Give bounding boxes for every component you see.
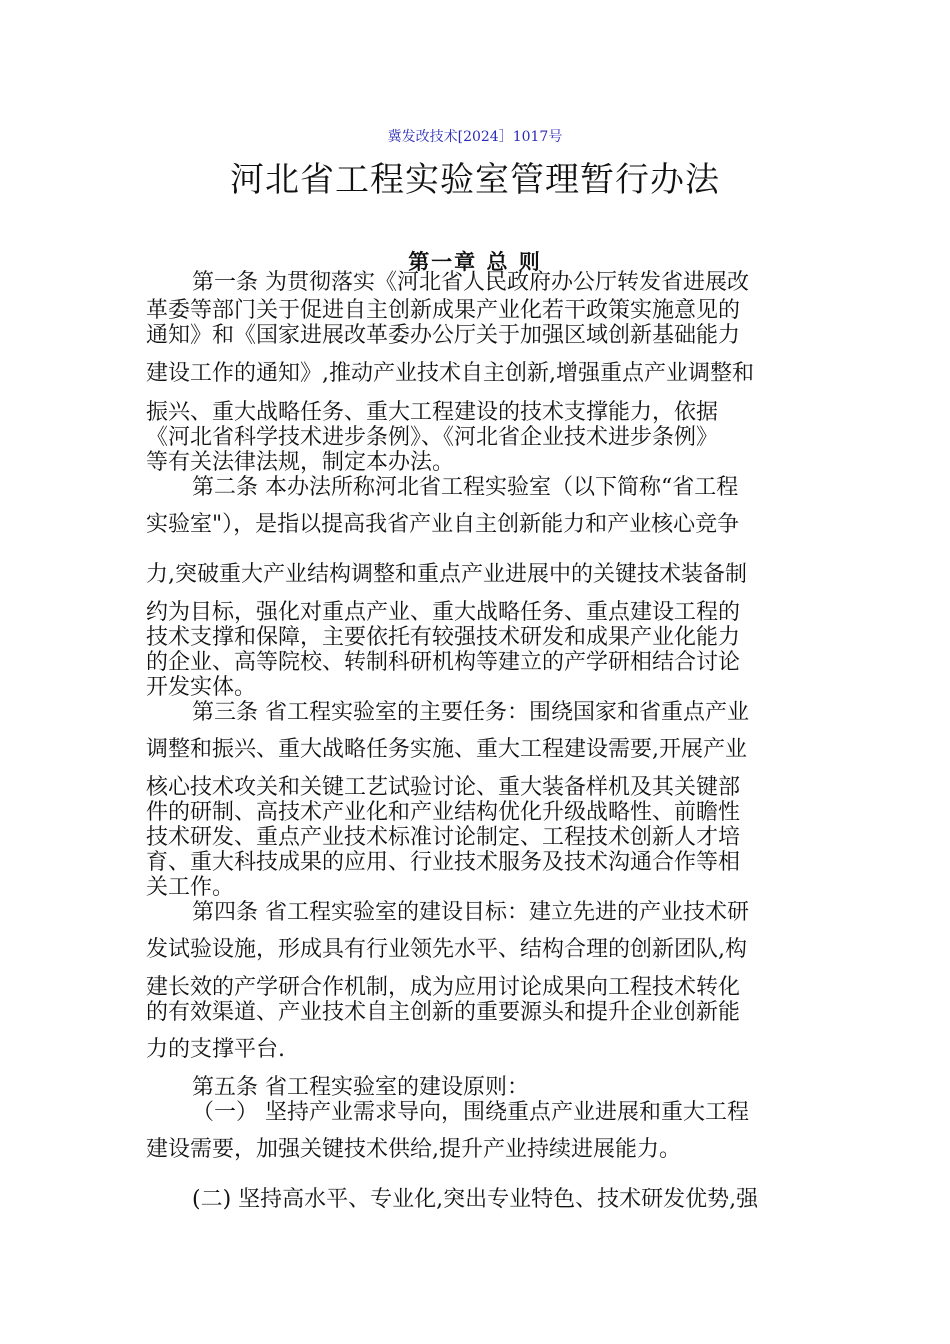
text-line: 关工作。 [146, 875, 235, 900]
text-line: 振兴、重大战略任务、重大工程建设的技术支撑能力，依据 [146, 400, 719, 425]
text-line: 第三条 省工程实验室的主要任务：围绕国家和省重点产业 [192, 700, 749, 725]
text-line: (二) 坚持高水平、专业化,突出专业特色、技术研发优势,强 [192, 1187, 759, 1212]
text-line: 实验室"），是指以提高我省产业自主创新能力和产业核心竞争 [146, 512, 740, 537]
text-line: 开发实体。 [146, 675, 257, 700]
text-line: 力的支撑平台. [146, 1037, 285, 1062]
text-line: 技术支撑和保障，主要依托有较强技术研发和成果产业化能力 [146, 625, 741, 650]
document-title: 河北省工程实验室管理暂行办法 [230, 160, 720, 200]
text-line: 育、重大科技成果的应用、行业技术服务及技术沟通合作等相 [146, 850, 741, 875]
text-line: 力,突破重大产业结构调整和重点产业进展中的关键技术装备制 [146, 562, 747, 587]
text-line: 件的研制、高技术产业化和产业结构优化升级战略性、前瞻性 [146, 800, 741, 825]
text-line: 建设工作的通知》,推动产业技术自主创新,增强重点产业调整和 [146, 361, 754, 386]
text-line: 发试验设施，形成具有行业领先水平、结构合理的创新团队,构 [146, 937, 747, 962]
text-line: 的有效渠道、产业技术自主创新的重要源头和提升企业创新能 [146, 1000, 741, 1025]
text-line: 等有关法律法规，制定本办法。 [146, 450, 455, 475]
text-line: （一） 坚持产业需求导向，围绕重点产业进展和重大工程 [192, 1100, 749, 1125]
chapter-heading: 第一章 总 则 [408, 249, 542, 274]
text-line: 革委等部门关于促进自主创新成果产业化若干政策实施意见的 [146, 298, 741, 323]
text-line: 第二条 本办法所称河北省工程实验室（以下简称“省工程 [192, 475, 739, 500]
text-line: 第五条 省工程实验室的建设原则： [192, 1075, 529, 1100]
text-line: 建长效的产学研合作机制，成为应用讨论成果向工程技术转化 [146, 975, 741, 1000]
text-line: 建设需要，加强关键技术供给,提升产业持续进展能力。 [146, 1137, 681, 1162]
text-line: 通知》和《国家进展改革委办公厅关于加强区域创新基础能力 [146, 323, 741, 348]
text-line: 技术研发、重点产业技术标准讨论制定、工程技术创新人才培 [146, 825, 741, 850]
text-line: 第四条 省工程实验室的建设目标：建立先进的产业技术研 [192, 900, 749, 925]
text-line: 第一条 为贯彻落实《河北省人民政府办公厅转发省进展改 [192, 270, 749, 295]
text-line: 的企业、高等院校、转制科研机构等建立的产学研相结合讨论 [146, 650, 741, 675]
text-line: 调整和振兴、重大战略任务实施、重大工程建设需要,开展产业 [146, 737, 747, 762]
text-line: 《河北省科学技术进步条例》、《河北省企业技术进步条例》 [146, 425, 719, 450]
document-number: 冀发改技术[2024］1017号 [387, 129, 563, 145]
text-line: 核心技术攻关和关键工艺试验讨论、重大装备样机及其关键部 [146, 775, 741, 800]
text-line: 约为目标，强化对重点产业、重大战略任务、重点建设工程的 [146, 600, 741, 625]
